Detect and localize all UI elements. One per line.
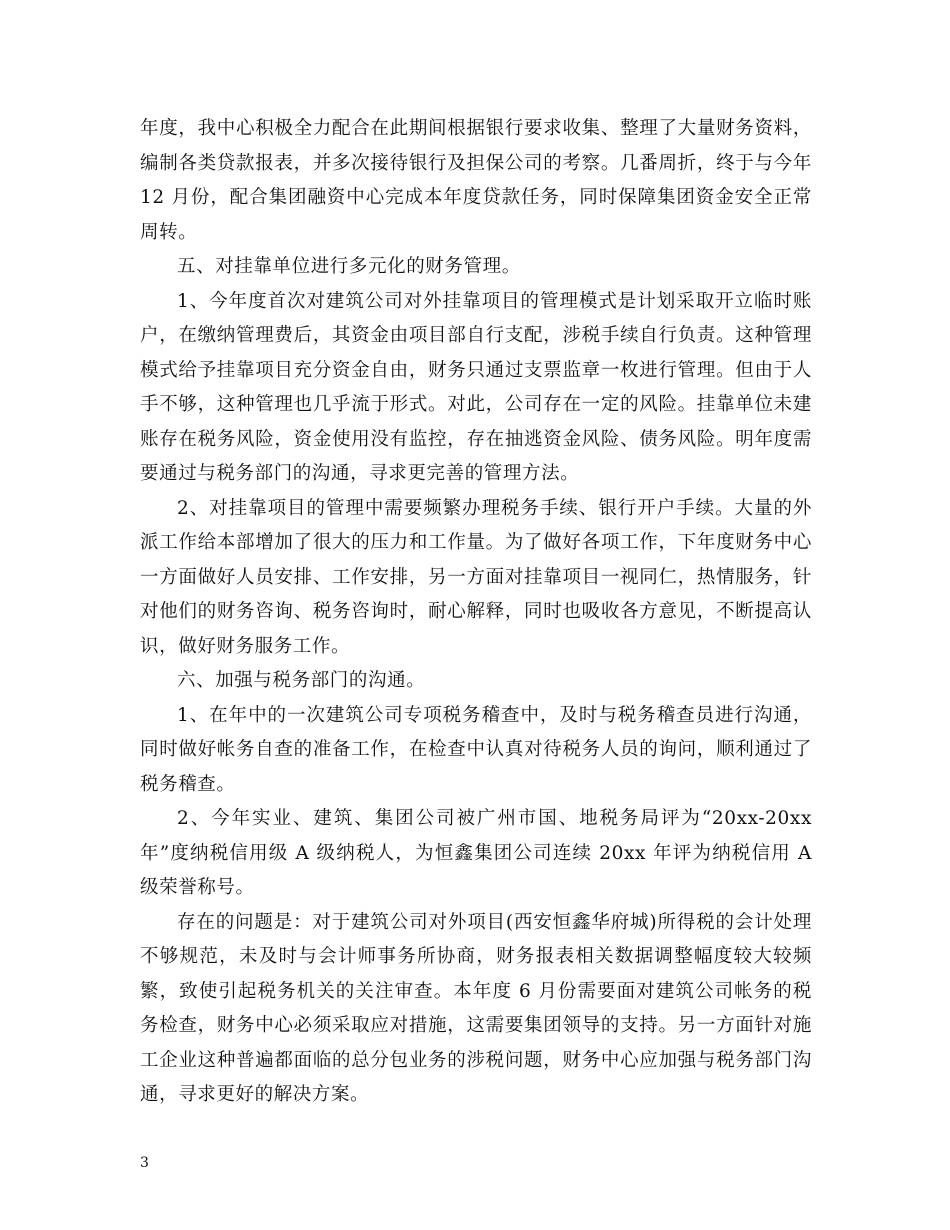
page-number: 3 [140, 1155, 149, 1171]
paragraph-item-5-1: 1、今年度首次对建筑公司对外挂靠项目的管理模式是计划采取开立临时账户，在缴纳管理费后，其资金由项目部自行支配，涉税手续自行负责。这种管理模式给予挂靠项目充分资金自由，财务只通过支票监章一枚进行管理。但由于人手不够，这种管理也几乎流于形式。对此，公司存在一定的风险。挂靠单位未建账存在税务风险，资金使用没有监控，存在抽逃资金风险、债务风险。明年度需要通过与税务部门的沟通，寻求更完善的管理方法。 [140, 290, 812, 484]
paragraph-problems: 存在的问题是：对于建筑公司对外项目(西安恒鑫华府城)所得税的会计处理不够规范，未及时与会计师事务所协商，财务报表相关数据调整幅度较大较频繁，致使引起税务机关的关注审查。本年度 6 月份需要面对建筑公司帐务的税务检查，财务中心必须采取应对措施，这需要集团领导的支持。另一方面针对施工企业这种普遍都面临的总分包业务的涉税问题，财务中心应加强与税务部门沟通，寻求更好的解决方案。 [140, 911, 812, 1105]
paragraph-item-5-2: 2、对挂靠项目的管理中需要频繁办理税务手续、银行开户手续。大量的外派工作给本部增加了很大的压力和工作量。为了做好各项工作，下年度财务中心一方面做好人员安排、工作安排，另一方面对挂靠项目一视同仁，热情服务，针对他们的财务咨询、税务咨询时，耐心解释，同时也吸收各方意见，不断提高认识，做好财务服务工作。 [140, 497, 812, 657]
paragraph-item-6-1: 1、在年中的一次建筑公司专项税务稽查中，及时与税务稽查员进行沟通，同时做好帐务自查的准备工作，在检查中认真对待税务人员的询问，顺利通过了税务稽查。 [140, 704, 812, 795]
section-heading-six: 六、加强与税务部门的沟通。 [177, 670, 426, 691]
document-body [140, 112, 812, 1113]
paragraph-item-6-2: 2、今年实业、建筑、集团公司被广州市国、地税务局评为“20xx-20xx 年”度纳税信用级 A 级纳税人，为恒鑫集团公司连续 20xx 年评为纳税信用 A 级荣誉称号。 [140, 808, 812, 898]
paragraph-continuation: 年度，我中心积极全力配合在此期间根据银行要求收集、整理了大量财务资料，编制各类贷款报表，并多次接待银行及担保公司的考察。几番周折，终于与今年 12 月份，配合集团融资中心完成本年度贷款任务，同时保障集团资金安全正常周转。 [140, 118, 812, 243]
section-heading-five: 五、对挂靠单位进行多元化的财务管理。 [177, 256, 521, 277]
